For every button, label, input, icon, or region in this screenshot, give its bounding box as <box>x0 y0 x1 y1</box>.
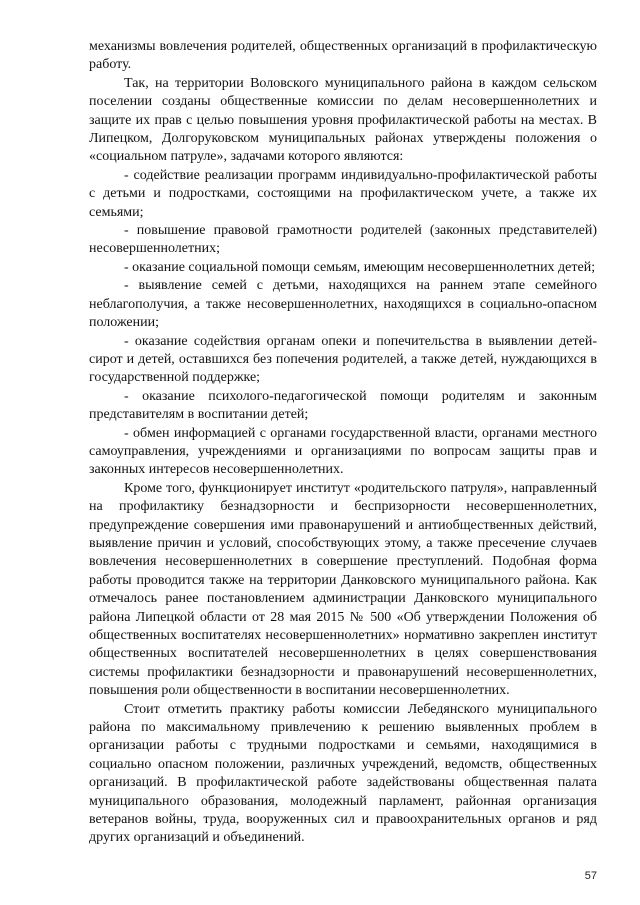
paragraph-3: Кроме того, функционирует институт «родительского патруля», направленный на профилактику безнадзорности и беспризорности несовершеннолетних, предупреждение совершения ими правонарушений и антиобщественных действий, выявление причин и условий, способствующих этому, а также пресечение случаев вовлечения несовершеннолетних в совершение преступлений. Подобная форма работы проводится также на территории Данковского муниципального района. Как отмечалось ранее постановлением администрации Данковского муниципального района Липецкой области от 28 мая 2015 № 500 «Об утверждении Положения об общественных воспитателях несовершеннолетних» нормативно закреплен институт общественных воспитателей несовершеннолетних в целях совершенствования системы профилактики безнадзорности и правонарушений несовершеннолетних, повышения роли общественности в воспитании несовершеннолетних. <box>89 480 597 699</box>
list-item-7: - обмен информацией с органами государственной власти, органами местного самоуправления, учреждениями и организациями по вопросам защиты прав и законных интересов несовершеннолетних. <box>89 425 597 478</box>
document-body <box>89 38 597 848</box>
paragraph-2: Так, на территории Воловского муниципального района в каждом сельском поселении созданы общественные комиссии по делам несовершеннолетних и защите их прав с целью повышения уровня профилактической работы на местах. В Липецком, Долгоруковском муниципальных районах утверждены положения о «социальном патруле», задачами которого являются: <box>89 75 597 165</box>
list-item-1: - содействие реализации программ индивидуально-профилактической работы с детьми и подростками, состоящими на профилактическом учете, а также их семьями; <box>89 167 597 220</box>
paragraph-4: Стоит отметить практику работы комиссии Лебедянского муниципального района по максимальному привлечению к решению выявленных проблем в организации работы с трудными подростками и семьями, находящимися в социально опасном положении, различных учреждений, ведомств, общественных организаций. В профилактической работе задействованы общественная палата муниципального образования, молодежный парламент, районная организация ветеранов войны, труда, вооруженных сил и правоохранительных органов и ряд других организаций и объединений. <box>89 701 597 846</box>
list-item-2: - повышение правовой грамотности родителей (законных представителей) несовершеннолетних; <box>89 223 597 257</box>
list-item-4: - выявление семей с детьми, находящихся на раннем этапе семейного неблагополучия, а также несовершеннолетних, находящихся в социально-опасном положении; <box>89 278 597 331</box>
list-item-5: - оказание содействия органам опеки и попечительства в выявлении детей-сирот и детей, оставшихся без попечения родителей, а также детей, нуждающихся в государственной поддержке; <box>89 333 597 386</box>
list-item-6: - оказание психолого-педагогической помощи родителям и законным представителям в воспитании детей; <box>89 388 597 423</box>
list-item-3: - оказание социальной помощи семьям, имеющим несовершеннолетних детей; <box>124 259 596 275</box>
page-number: 57 <box>584 870 597 882</box>
paragraph-1: механизмы вовлечения родителей, общественных организаций в профилактическую работу. <box>89 39 597 73</box>
